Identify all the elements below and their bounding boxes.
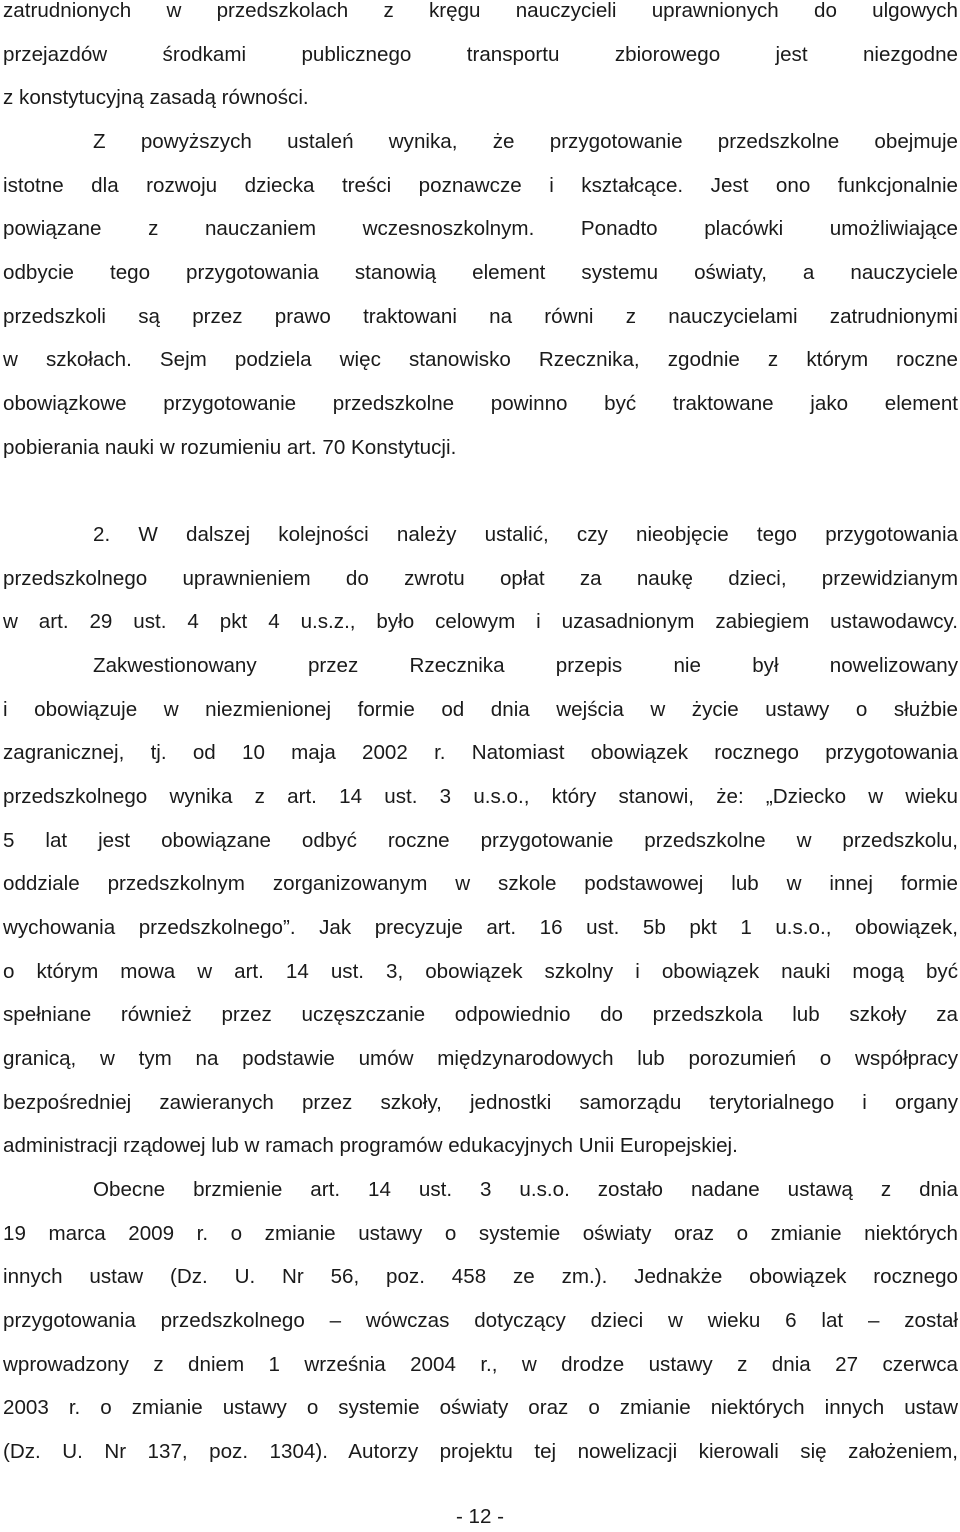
text-line: 2003 r. o zmianie ustawy o systemie oświaty oraz o zmianie niektórych innych ustaw (3, 1396, 958, 1419)
text-line: o którym mowa w art. 14 ust. 3, obowiązek szkolny i obowiązek nauki mogą być (3, 960, 958, 983)
text-line: wprowadzony z dniem 1 września 2004 r., w drodze ustawy z dnia 27 czerwca (3, 1353, 958, 1376)
text-line: istotne dla rozwoju dziecka treści poznawcze i kształcące. Jest ono funkcjonalnie (3, 174, 958, 197)
text-line: wychowania przedszkolnego”. Jak precyzuje art. 16 ust. 5b pkt 1 u.s.o., obowiązek, (3, 916, 958, 939)
text-line: spełniane również przez uczęszczanie odpowiednio do przedszkola lub szkoły za (3, 1003, 958, 1026)
text-line: przejazdów środkami publicznego transportu zbiorowego jest niezgodne (3, 43, 958, 66)
text-line: bezpośredniej zawieranych przez szkoły, jednostki samorządu terytorialnego i organy (3, 1091, 958, 1114)
text-line: odbycie tego przygotowania stanowią element systemu oświaty, a nauczyciele (3, 261, 958, 284)
text-line: przedszkolnego uprawnieniem do zwrotu opłat za naukę dzieci, przewidzianym (3, 567, 958, 590)
text-line: przedszkoli są przez prawo traktowani na równi z nauczycielami zatrudnionymi (3, 305, 958, 328)
text-line: oddziale przedszkolnym zorganizowanym w szkole podstawowej lub w innej formie (3, 872, 958, 895)
text-line: (Dz. U. Nr 137, poz. 1304). Autorzy projektu tej nowelizacji kierowali się założeniem, (3, 1440, 958, 1463)
text-line: obowiązkowe przygotowanie przedszkolne powinno być traktowane jako element (3, 392, 958, 415)
text-line: Z powyższych ustaleń wynika, że przygotowanie przedszkolne obejmuje (93, 130, 958, 153)
text-line: pobierania nauki w rozumieniu art. 70 Konstytucji. (3, 436, 457, 459)
text-line: Obecne brzmienie art. 14 ust. 3 u.s.o. zostało nadane ustawą z dnia (93, 1178, 958, 1201)
text-line: w szkołach. Sejm podziela więc stanowisko Rzecznika, zgodnie z którym roczne (3, 348, 958, 371)
text-line: Zakwestionowany przez Rzecznika przepis nie był nowelizowany (93, 654, 958, 677)
text-line: zagranicznej, tj. od 10 maja 2002 r. Natomiast obowiązek rocznego przygotowania (3, 741, 958, 764)
text-line: powiązane z nauczaniem wczesnoszkolnym. Ponadto placówki umożliwiające (3, 217, 958, 240)
text-line: w art. 29 ust. 4 pkt 4 u.s.z., było celowym i uzasadnionym zabiegiem ustawodawcy. (3, 610, 958, 633)
text-line: innych ustaw (Dz. U. Nr 56, poz. 458 ze zm.). Jednakże obowiązek rocznego (3, 1265, 958, 1288)
page-number: - 12 - (455, 1505, 505, 1528)
text-line: granicą, w tym na podstawie umów międzynarodowych lub porozumień o współpracy (3, 1047, 958, 1070)
text-line: i obowiązuje w niezmienionej formie od dnia wejścia w życie ustawy o służbie (3, 698, 958, 721)
text-line: zatrudnionych w przedszkolach z kręgu nauczycieli uprawnionych do ulgowych (3, 0, 958, 22)
text-line: z konstytucyjną zasadą równości. (3, 86, 309, 109)
text-line: administracji rządowej lub w ramach programów edukacyjnych Unii Europejskiej. (3, 1134, 738, 1157)
text-line: przedszkolnego wynika z art. 14 ust. 3 u.s.o., który stanowi, że: „Dziecko w wieku (3, 785, 958, 808)
text-line: 19 marca 2009 r. o zmianie ustawy o systemie oświaty oraz o zmianie niektórych (3, 1222, 958, 1245)
text-line: przygotowania przedszkolnego – wówczas dotyczący dzieci w wieku 6 lat – został (3, 1309, 958, 1332)
text-line: 2. W dalszej kolejności należy ustalić, czy nieobjęcie tego przygotowania (93, 523, 958, 546)
text-line: 5 lat jest obowiązane odbyć roczne przygotowanie przedszkolne w przedszkolu, (3, 829, 958, 852)
